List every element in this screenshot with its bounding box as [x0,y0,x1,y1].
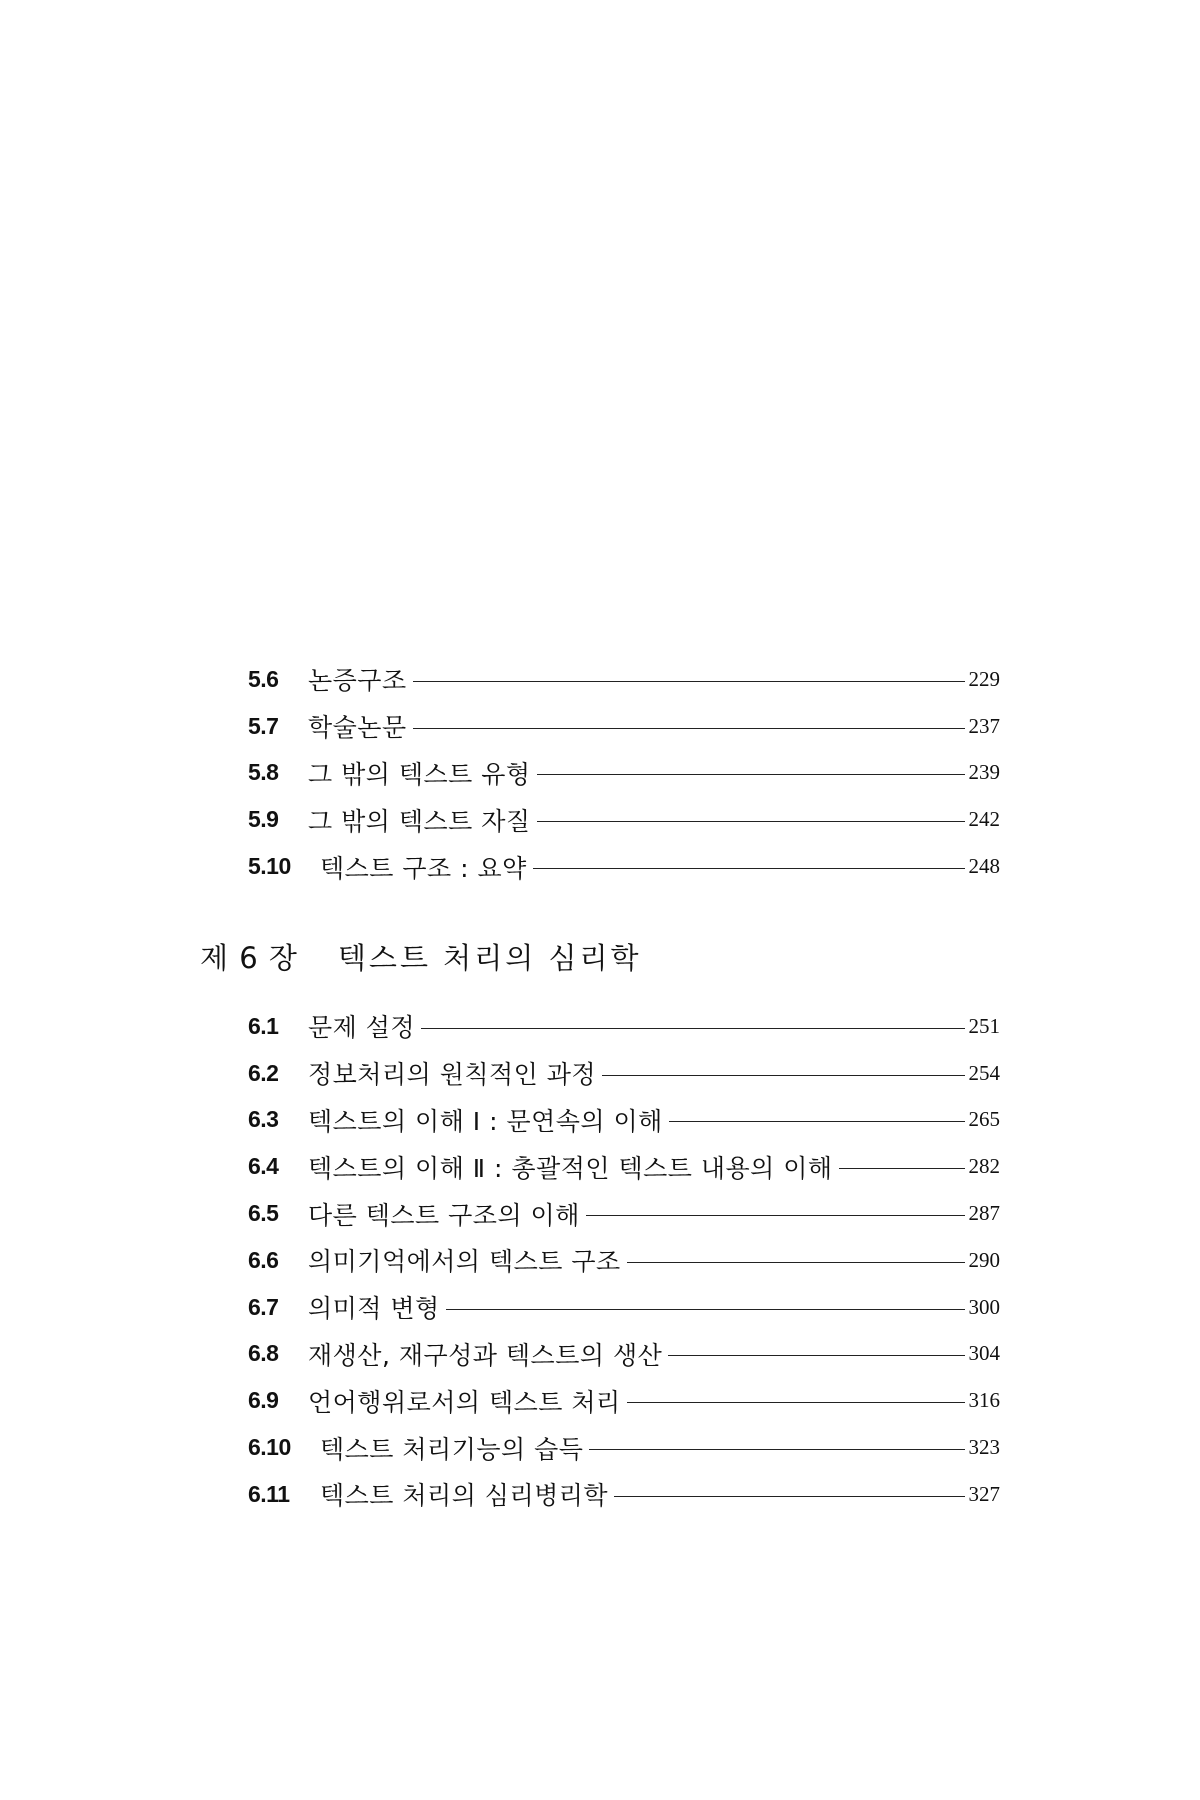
leader-line [413,681,965,682]
leader-line [669,1121,965,1122]
toc-entry[interactable] [248,656,1000,703]
section-number: 6.10 [248,1434,291,1461]
section-title: 정보처리의 원칙적인 과정 [308,1060,597,1090]
page-number: 327 [968,1481,1000,1506]
toc-entry[interactable] [248,1050,1000,1097]
chapter-5-toc-section [0,656,1200,890]
toc-entry[interactable] [248,1097,1000,1144]
leader-line [446,1309,965,1310]
page-number: 316 [968,1388,1000,1413]
leader-line [627,1262,965,1263]
leader-line [537,774,965,775]
toc-entry[interactable] [248,1003,1000,1050]
leader-line [602,1075,964,1076]
toc-entry[interactable] [248,1190,1000,1237]
section-number: 6.3 [248,1106,279,1133]
section-title: 의미기억에서의 텍스트 구조 [308,1247,621,1277]
section-number: 6.5 [248,1200,279,1227]
section-number: 5.7 [248,712,279,739]
section-title: 텍스트 처리기능의 습득 [320,1434,584,1464]
section-number: 6.6 [248,1246,279,1273]
leader-line [533,868,965,869]
toc-entry[interactable] [248,1331,1000,1378]
toc-entry[interactable] [248,1143,1000,1190]
section-number: 6.1 [248,1012,279,1039]
leader-line [537,821,965,822]
section-title: 텍스트 처리의 심리병리학 [320,1481,609,1511]
page-number: 229 [968,666,1000,691]
page-number: 239 [968,760,1000,785]
toc-entry[interactable] [248,1471,1000,1518]
leader-line [614,1496,964,1497]
leader-line [627,1402,965,1403]
toc-entry[interactable] [248,1237,1000,1284]
chapter-title: 텍스트 처리의 심리학 [337,941,642,975]
leader-line [586,1215,965,1216]
section-title: 논증구조 [308,666,407,696]
page-number: 290 [968,1247,1000,1272]
section-number: 5.9 [248,806,279,833]
section-title: 의미적 변형 [308,1294,440,1324]
section-number: 6.11 [248,1480,290,1507]
page-number: 323 [968,1435,1000,1460]
section-title: 텍스트의 이해 Ⅱ : 총괄적인 텍스트 내용의 이해 [308,1153,833,1183]
page-number: 248 [968,854,1000,879]
section-title: 텍스트 구조 : 요약 [320,853,527,883]
leader-line [668,1355,964,1356]
chapter-6-toc-section [0,1003,1200,1518]
page-number: 242 [968,807,1000,832]
toc-entry[interactable] [248,796,1000,843]
leader-line [413,728,965,729]
page-number: 282 [968,1154,1000,1179]
chapter-6-heading[interactable] [200,936,642,977]
toc-entry[interactable] [248,1284,1000,1331]
section-title: 텍스트의 이해 Ⅰ : 문연속의 이해 [308,1106,663,1136]
section-number: 6.8 [248,1340,279,1367]
section-number: 6.4 [248,1153,279,1180]
section-title: 그 밖의 텍스트 자질 [308,806,531,836]
leader-line [421,1028,964,1029]
page-number: 300 [968,1294,1000,1319]
section-title: 언어행위로서의 텍스트 처리 [308,1387,621,1417]
section-number: 5.10 [248,853,291,880]
toc-entry[interactable] [248,750,1000,797]
chapter-label: 제 6 장 [200,941,298,975]
section-title: 재생산, 재구성과 텍스트의 생산 [308,1340,663,1370]
page-number: 254 [968,1060,1000,1085]
leader-line [589,1449,964,1450]
page-number: 265 [968,1107,1000,1132]
page-number: 287 [968,1201,1000,1226]
toc-entry[interactable] [248,1424,1000,1471]
section-title: 그 밖의 텍스트 유형 [308,759,531,789]
section-number: 6.9 [248,1387,279,1414]
section-number: 5.6 [248,665,279,692]
toc-entry[interactable] [248,1377,1000,1424]
section-number: 5.8 [248,759,279,786]
page-number: 251 [968,1013,1000,1038]
section-title: 학술논문 [308,713,407,743]
page-number: 304 [968,1341,1000,1366]
toc-entry[interactable] [248,703,1000,750]
page-number: 237 [968,713,1000,738]
leader-line [839,1168,965,1169]
section-number: 6.7 [248,1293,279,1320]
section-title: 다른 텍스트 구조의 이해 [308,1200,580,1230]
section-title: 문제 설정 [308,1013,416,1043]
section-number: 6.2 [248,1059,279,1086]
toc-entry[interactable] [248,843,1000,890]
